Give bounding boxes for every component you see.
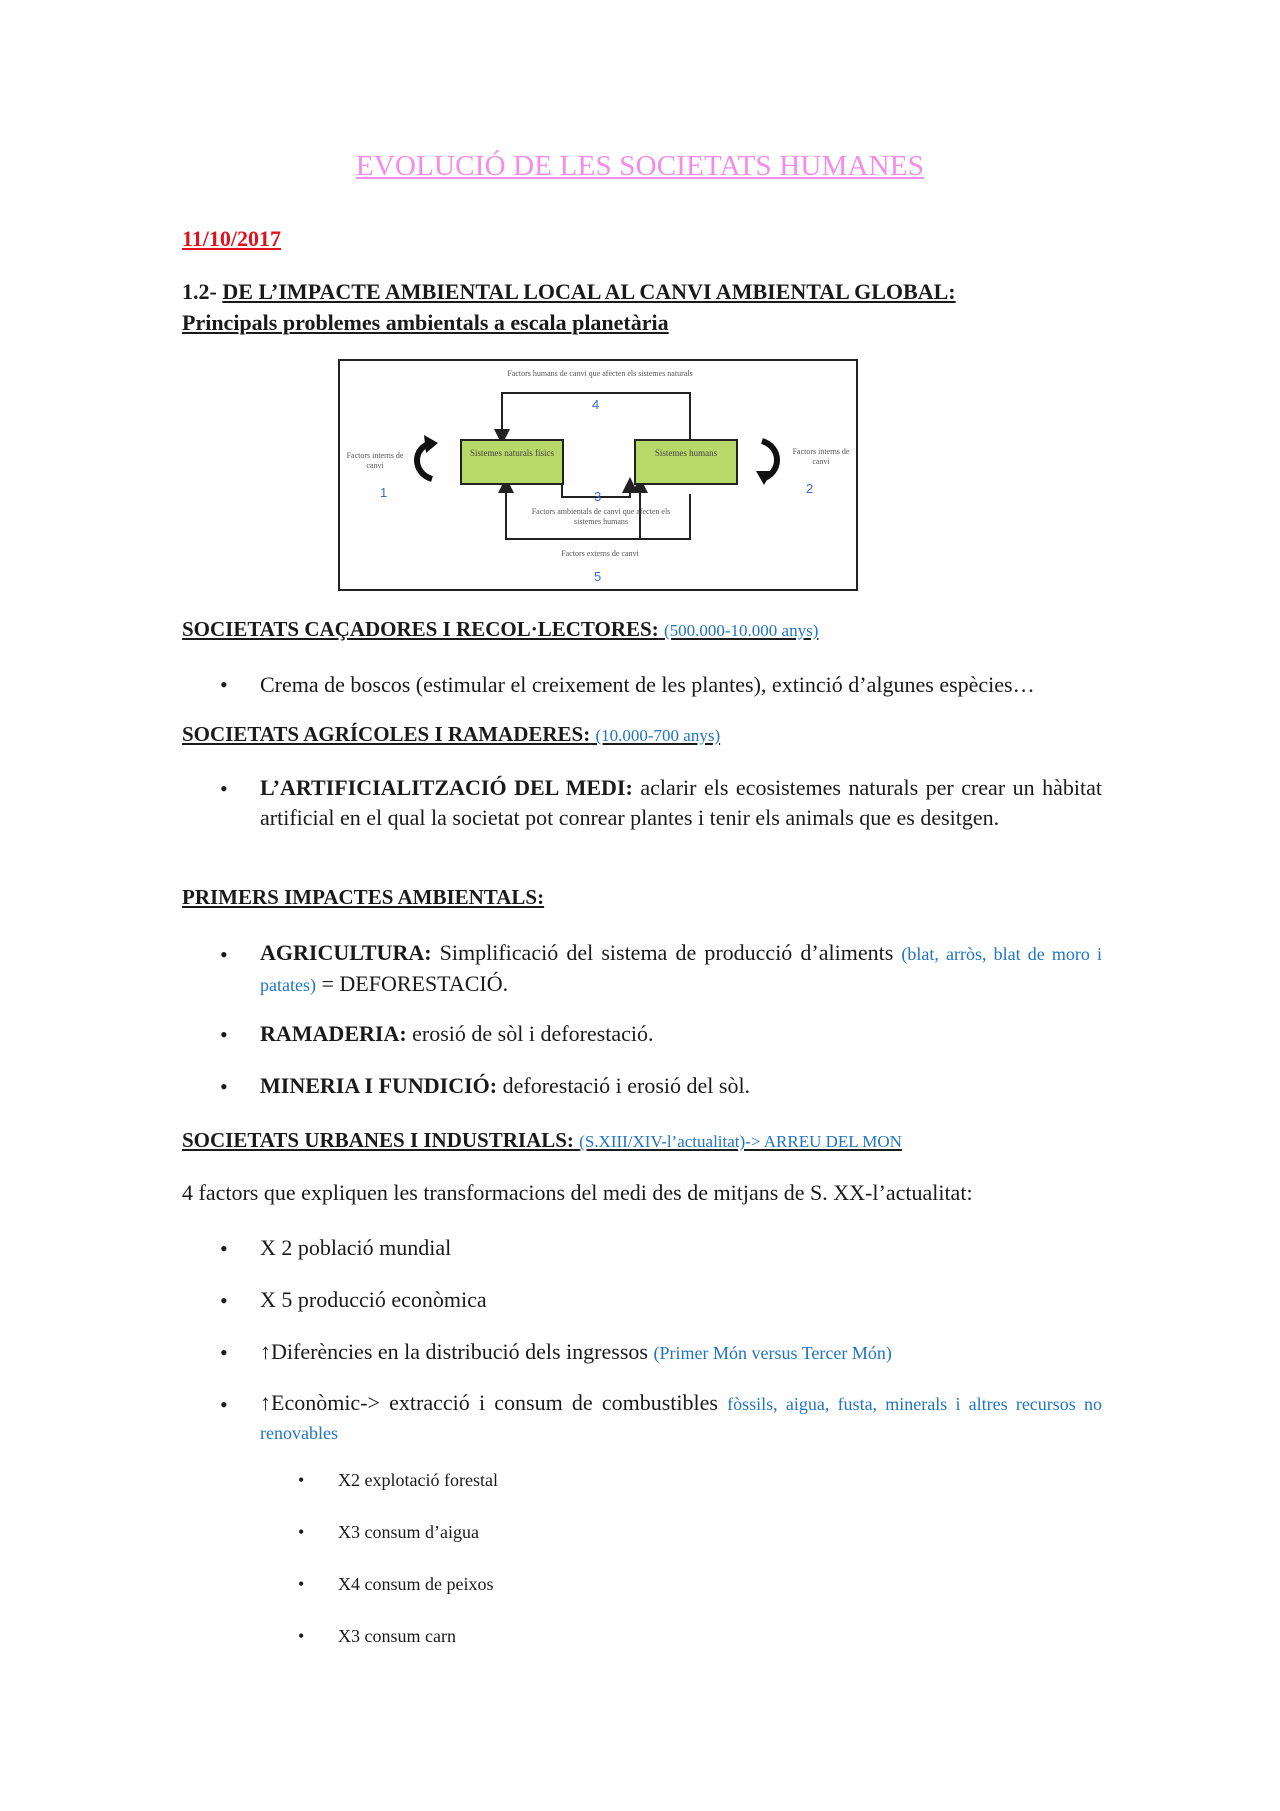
bullet: • xyxy=(220,1340,228,1365)
bullet: • xyxy=(220,1022,228,1047)
document-title: EVOLUCIÓ DE LES SOCIETATS HUMANES xyxy=(355,150,925,182)
item-text: ↑Econòmic-> extracció i consum de combustibles xyxy=(260,1390,718,1415)
bullet: • xyxy=(220,1392,228,1417)
list-item: X 2 població mundial xyxy=(260,1235,452,1260)
item-text: ↑Diferències en la distribució dels ingressos xyxy=(260,1339,648,1364)
sub-list-item: X3 consum carn xyxy=(338,1626,456,1646)
list-item xyxy=(260,773,1102,833)
diagram-number-2: 2 xyxy=(806,481,814,496)
box-natural-systems: Sistemes naturals físics xyxy=(460,439,564,485)
item-note: fòssils, aigua, fusta, minerals i altres recursos no renovables xyxy=(260,1394,1103,1443)
list-item xyxy=(260,1337,1102,1368)
heading-number: 1.2- xyxy=(182,279,217,304)
section-title: SOCIETATS AGRÍCOLES I RAMADERES: xyxy=(182,722,591,746)
diagram-top-label: Factors humans de canvi que afecten els sistemes naturals xyxy=(507,369,693,378)
list-item xyxy=(260,938,1102,1000)
diagram-number-1: 1 xyxy=(380,485,388,500)
diagram-bottom-label: Factors externs de canvi xyxy=(561,549,639,558)
sub-list-item: X3 consum d’aigua xyxy=(338,1522,479,1542)
bullet: • xyxy=(220,1288,228,1313)
item-label: RAMADERIA: xyxy=(260,1021,407,1046)
item-label: MINERIA I FUNDICIÓ: xyxy=(260,1073,498,1098)
diagram-number-4: 4 xyxy=(592,397,600,412)
bullet: • xyxy=(220,776,228,801)
item-text: erosió de sòl i deforestació. xyxy=(412,1021,654,1046)
box-human-systems: Sistemes humans xyxy=(634,439,738,485)
item-text: aclarir els ecosistemes naturals per crear un hàbitat artificial en el qual la societat pot conrear plantes i tenir els animals que es desitgen. xyxy=(260,775,1103,830)
item-label: AGRICULTURA: xyxy=(260,940,432,965)
bullet: • xyxy=(220,1074,228,1099)
item-text: deforestació i erosió del sòl. xyxy=(502,1073,751,1098)
item-note: (Primer Món versus Tercer Món) xyxy=(653,1343,892,1363)
paragraph: 4 factors que expliquen les transformacions del medi des de mitjans de S. XX-l’actualitat: xyxy=(182,1180,973,1205)
item-text-end: = DEFORESTACIÓ. xyxy=(321,971,509,996)
heading-main: DE L’IMPACTE AMBIENTAL LOCAL AL CANVI AMBIENTAL GLOBAL: xyxy=(222,279,956,304)
heading-sub: Principals problemes ambientals a escala planetària xyxy=(182,310,669,335)
section-note: (500.000-10.000 anys) xyxy=(663,621,819,640)
sub-bullet: • xyxy=(298,1470,305,1490)
sub-bullet: • xyxy=(298,1522,305,1542)
diagram-number-3: 3 xyxy=(594,489,602,504)
bullet: • xyxy=(220,942,228,967)
sub-list-item: X4 consum de peixos xyxy=(338,1574,494,1594)
section-note: (10.000-700 anys) xyxy=(595,726,721,745)
sub-list-item: X2 explotació forestal xyxy=(338,1470,498,1490)
section-title: SOCIETATS URBANES I INDUSTRIALS: xyxy=(182,1128,574,1152)
section-title: SOCIETATS CAÇADORES I RECOL·LECTORES: xyxy=(182,617,659,641)
list-item: X 5 producció econòmica xyxy=(260,1287,487,1312)
item-text: Simplificació del sistema de producció d’aliments xyxy=(439,940,894,965)
bullet: • xyxy=(220,672,228,697)
document-date: 11/10/2017 xyxy=(182,226,282,251)
section-hunters-gatherers xyxy=(182,617,818,642)
section-note: (S.XIII/XIV-l’actualitat)-> ARREU DEL MON xyxy=(579,1132,902,1151)
list-item: Crema de boscos (estimular el creixement de les plantes), extinció d’algunes espècies… xyxy=(260,672,1035,697)
sub-bullet: • xyxy=(298,1574,305,1594)
section-agricultural xyxy=(182,722,720,747)
section-title: PRIMERS IMPACTES AMBIENTALS: xyxy=(182,885,545,909)
diagram-right-label: Factors interns de canvi xyxy=(792,447,850,466)
list-item xyxy=(260,1389,1102,1447)
item-note: (blat, arròs, blat de moro i patates) xyxy=(260,944,1102,995)
list-item xyxy=(260,1071,1102,1101)
section-urban-industrial xyxy=(182,1128,902,1153)
item-label: L’ARTIFICIALITZACIÓ DEL MEDI: xyxy=(260,775,633,800)
list-item xyxy=(260,1019,1102,1049)
diagram-middle-label: Factors ambientals de canvi que afecten els sistemes humans xyxy=(531,507,671,526)
section-heading xyxy=(182,276,1104,338)
section-first-impacts xyxy=(182,885,544,910)
environment-diagram xyxy=(338,359,858,591)
diagram-number-5: 5 xyxy=(594,569,602,584)
bullet: • xyxy=(220,1236,228,1261)
diagram-left-label: Factors interns de canvi xyxy=(346,451,404,470)
sub-bullet: • xyxy=(298,1626,305,1646)
